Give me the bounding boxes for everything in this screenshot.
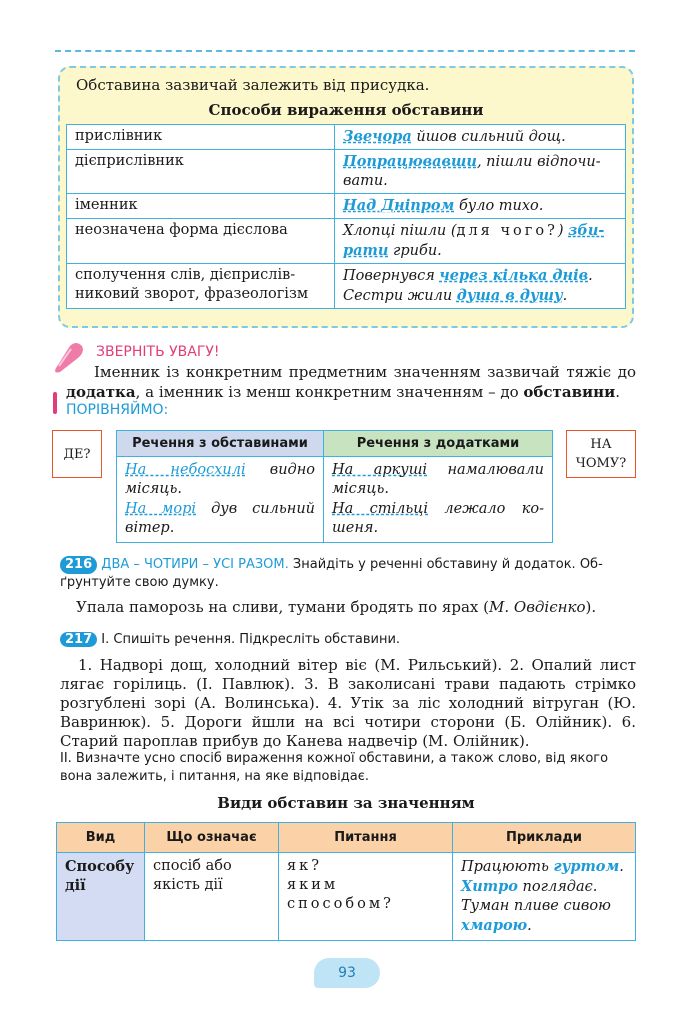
exercise-216-task: 216 ДВА – ЧОТИРИ – УСІ РАЗОМ. Знайдіть у реченні обставину й додаток. Об-ґрунтуйте свою думку.	[60, 557, 603, 590]
means-table	[66, 124, 626, 309]
exercise-number: 217	[60, 632, 97, 647]
types-header: Вид	[57, 823, 145, 853]
rule-text: Обставина зазвичай залежить від присудка.	[76, 76, 430, 94]
table-row	[67, 150, 626, 194]
types-meaning: спосіб або якість дії	[145, 853, 279, 941]
attention-text: Іменник із конкретним предметним значенням зазвичай тяжіє до додатка, а іменник із менш конкретним значенням – до обставини.	[66, 363, 636, 401]
table-row	[67, 264, 626, 309]
means-type: неозначена форма дієслова	[67, 219, 335, 264]
types-examples: Працюють гуртом. Хитро поглядає. Туман пливе сивою хмарою.	[453, 853, 636, 941]
exercise-number: 216	[60, 556, 97, 574]
attention-bar	[53, 392, 57, 414]
means-type: іменник	[67, 194, 335, 219]
top-divider	[55, 50, 635, 52]
types-header: Приклади	[453, 823, 636, 853]
compare-header-circumstance: Речення з обставинами	[117, 431, 324, 457]
exercise-217-task-2: ІІ. Визначте усно спосіб вираження кожної обставини, а також слово, від якого вона залежить, і питання, на яке відповідає.	[60, 751, 609, 784]
table-row	[67, 125, 626, 150]
compare-object-examples: На аркуші намалювали місяць. На стільці лежало ко-шеня.	[324, 457, 553, 543]
types-table	[56, 822, 636, 941]
means-example: Звечора йшов сильний дощ.	[335, 125, 626, 150]
rule-table-title: Способи вираження обставини	[208, 101, 484, 119]
means-example: Повернувся через кілька днів. Сестри жили душа в душу.	[335, 264, 626, 309]
compare-table	[116, 430, 553, 543]
types-title: Види обставин за значенням	[217, 794, 475, 812]
question-na-chomu: НА ЧОМУ?	[566, 430, 636, 478]
types-questions: як? яким способом?	[279, 853, 453, 941]
table-row	[67, 194, 626, 219]
table-row	[57, 853, 636, 941]
exercise-216-sentence: Упала паморозь на сливи, тумани бродять по ярах (М. Овдієнко).	[76, 598, 597, 616]
means-example: Попрацювавши, пішли відпочи-вати.	[335, 150, 626, 194]
means-type: прислівник	[67, 125, 335, 150]
types-header: Питання	[279, 823, 453, 853]
exercise-217-task: 217 І. Спишіть речення. Підкресліть обставини.	[60, 632, 400, 647]
types-kind: Способу дії	[57, 853, 145, 941]
table-row	[67, 219, 626, 264]
means-example: Над Дніпром було тихо.	[335, 194, 626, 219]
page-number: 93	[314, 958, 380, 988]
compare-header-object: Речення з додатками	[324, 431, 553, 457]
means-example: Хлопці пішли (для чого?) зби-рати гриби.	[335, 219, 626, 264]
exercise-217-text: 1. Надворі дощ, холодний вітер віє (М. Рильський). 2. Опалий лист лягає горілиць. (І. Павлюк). 3. В заколисані трави падають стрімко розгублені зорі (А. Волинська). 4. Утік за ліс холодний вітруган (Ю. Вавринюк). 5. Дороги йшли на всі чотири сторони (Б. Олійник). 6. Старий пароплав прибув до Канева надвечір (М. Олійник).	[60, 656, 636, 750]
compare-title: ПОРІВНЯЙМО:	[66, 402, 169, 418]
attention-title: ЗВЕРНІТЬ УВАГУ!	[96, 344, 220, 360]
means-type: сполучення слів, дієприслів-никовий зворот, фразеологізм	[67, 264, 335, 309]
means-type: дієприслівник	[67, 150, 335, 194]
compare-circumstance-examples: На небосхилі видно місяць. На морі дув сильний вітер.	[117, 457, 324, 543]
question-de: ДЕ?	[52, 430, 102, 478]
types-header: Що означає	[145, 823, 279, 853]
